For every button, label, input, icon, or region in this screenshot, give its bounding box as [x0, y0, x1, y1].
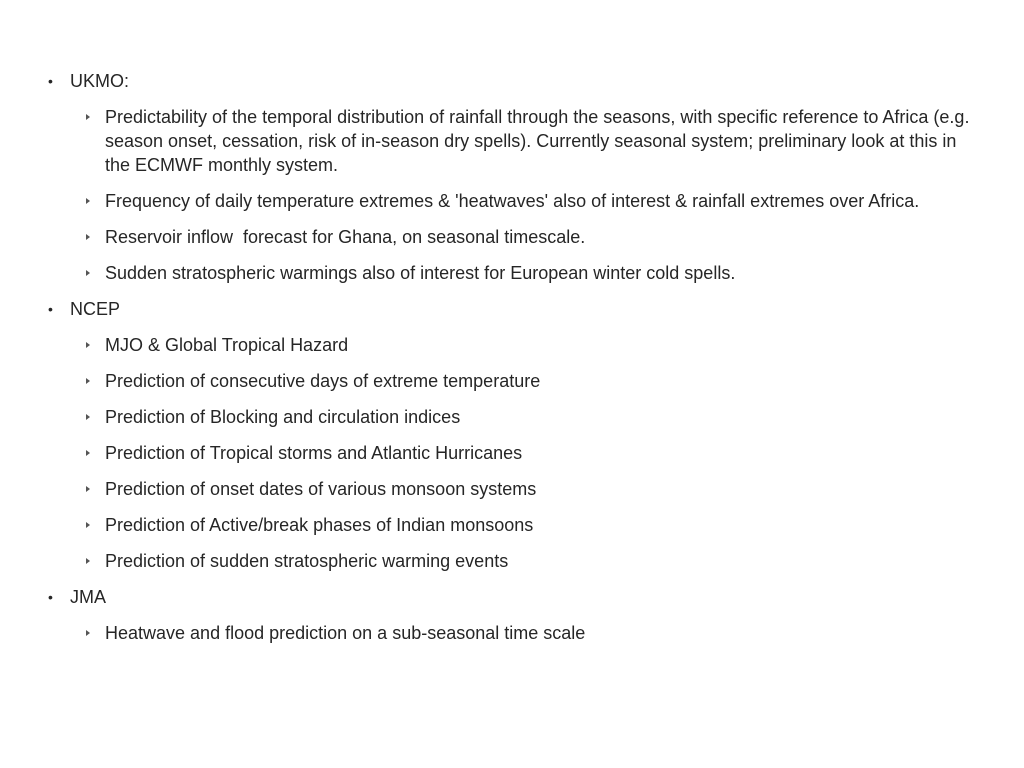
list-item — [48, 405, 978, 429]
section-heading — [48, 297, 978, 321]
list-item — [48, 105, 978, 177]
list-item — [48, 513, 978, 537]
triangle-bullet-icon — [86, 114, 90, 120]
list-item — [48, 225, 978, 249]
section-heading-text: JMA — [70, 587, 106, 607]
bullet-dot-icon: • — [48, 301, 53, 317]
sub-list — [48, 333, 978, 573]
list-item — [48, 333, 978, 357]
list-item — [48, 477, 978, 501]
list-item-text: Frequency of daily temperature extremes & 'heatwaves' also of interest & rainfall extremes over Africa. — [105, 191, 920, 211]
section-heading — [48, 585, 978, 609]
section-jma — [48, 585, 978, 645]
triangle-bullet-icon — [86, 378, 90, 384]
list-item-text: MJO & Global Tropical Hazard — [105, 335, 349, 355]
list-item — [48, 441, 978, 465]
list-item — [48, 621, 978, 645]
list-item-text: Reservoir inflow forecast for Ghana, on seasonal timescale. — [105, 227, 586, 247]
section-heading-text: NCEP — [70, 299, 121, 319]
list-item — [48, 261, 978, 285]
slide-content — [48, 69, 978, 657]
triangle-bullet-icon — [86, 630, 90, 636]
list-item — [48, 189, 978, 213]
bullet-dot-icon: • — [48, 589, 53, 605]
section-heading — [48, 69, 978, 93]
triangle-bullet-icon — [86, 450, 90, 456]
triangle-bullet-icon — [86, 270, 90, 276]
section-heading-text: UKMO: — [70, 71, 130, 91]
triangle-bullet-icon — [86, 486, 90, 492]
sub-list — [48, 621, 978, 645]
section-ncep — [48, 297, 978, 573]
list-item-text: Predictability of the temporal distribution of rainfall through the seasons, with specific reference to Africa (e.g. season onset, cessation, risk of in-season dry spells). Currently seasonal system; preliminary look at this in the ECMWF monthly system. — [105, 107, 970, 175]
list-item-text: Prediction of onset dates of various monsoon systems — [105, 479, 537, 499]
list-item-text: Prediction of sudden stratospheric warming events — [105, 551, 509, 571]
list-item-text: Prediction of consecutive days of extreme temperature — [105, 371, 541, 391]
list-item-text: Prediction of Tropical storms and Atlantic Hurricanes — [105, 443, 523, 463]
triangle-bullet-icon — [86, 342, 90, 348]
sub-list — [48, 105, 978, 285]
list-item-text: Sudden stratospheric warmings also of interest for European winter cold spells. — [105, 263, 736, 283]
triangle-bullet-icon — [86, 234, 90, 240]
list-item-text: Heatwave and flood prediction on a sub-seasonal time scale — [105, 623, 586, 643]
triangle-bullet-icon — [86, 522, 90, 528]
bullet-dot-icon: • — [48, 73, 53, 89]
list-item-text: Prediction of Blocking and circulation indices — [105, 407, 461, 427]
triangle-bullet-icon — [86, 414, 90, 420]
list-item-text: Prediction of Active/break phases of Indian monsoons — [105, 515, 534, 535]
section-ukmo — [48, 69, 978, 285]
list-item — [48, 549, 978, 573]
triangle-bullet-icon — [86, 198, 90, 204]
list-item — [48, 369, 978, 393]
triangle-bullet-icon — [86, 558, 90, 564]
